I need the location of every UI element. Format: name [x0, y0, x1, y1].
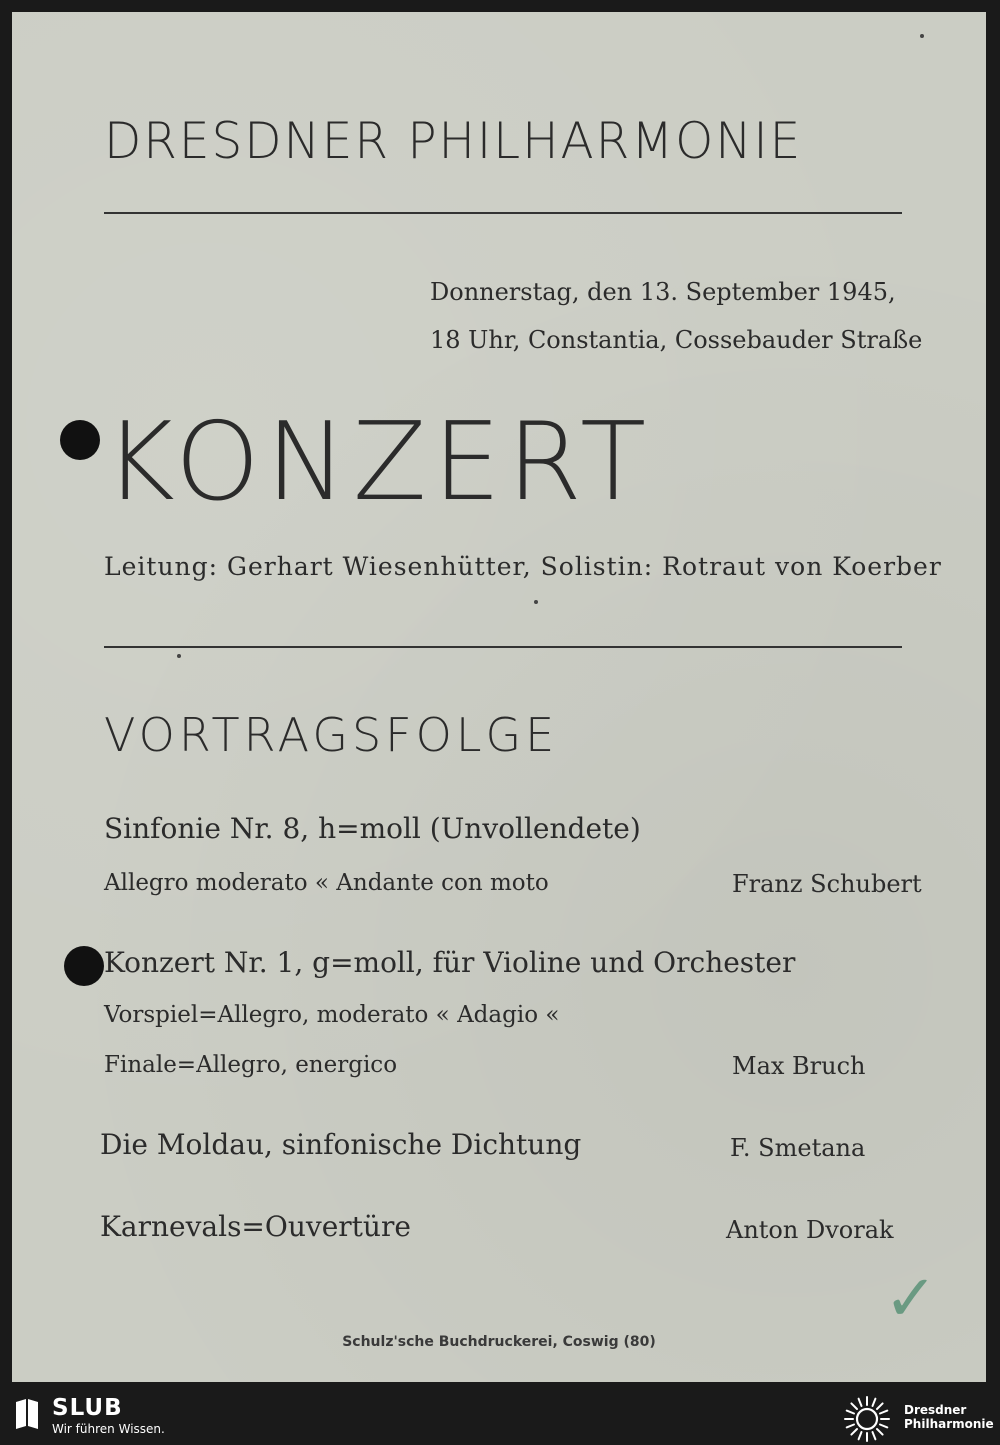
program-heading: VORTRAGSFOLGE [104, 708, 559, 762]
orchestra-title: DRESDNER PHILHARMONIE [104, 112, 803, 170]
paper-speck [920, 34, 924, 38]
sunburst-logo-icon [842, 1394, 892, 1444]
top-divider [104, 212, 902, 214]
work-title-bruch: Konzert Nr. 1, g=moll, für Violine und Orchester [104, 946, 796, 979]
printer-imprint: Schulz'sche Buchdruckerei, Coswig (80) [342, 1334, 656, 1350]
partner-name [904, 1403, 994, 1431]
work-title-smetana: Die Moldau, sinfonische Dichtung [100, 1128, 582, 1161]
viewer-footer [0, 1392, 1000, 1445]
concert-heading: KONZERT [104, 400, 653, 525]
slub-book-icon [14, 1398, 40, 1430]
paper-speck [534, 600, 538, 604]
work-movements-schubert: Allegro moderato « Andante con moto [104, 870, 549, 896]
work-title-dvorak: Karnevals=Ouvertüre [100, 1210, 411, 1243]
work-title-schubert: Sinfonie Nr. 8, h=moll (Unvollendete) [104, 812, 641, 845]
composer-schubert: Franz Schubert [732, 870, 922, 898]
punch-hole-bottom [64, 946, 104, 986]
library-tagline: Wir führen Wissen. [52, 1422, 165, 1436]
partner-name-line1: Dresdner [904, 1403, 967, 1417]
checkmark-icon: ✓ [884, 1262, 938, 1336]
composer-dvorak: Anton Dvorak [726, 1216, 894, 1244]
work-movements-bruch-2: Finale=Allegro, energico [104, 1052, 398, 1078]
program-sheet [12, 12, 986, 1382]
partner-name-line2: Philharmonie [904, 1417, 994, 1431]
library-name: SLUB [52, 1395, 123, 1421]
event-date: Donnerstag, den 13. September 1945, [430, 278, 896, 306]
paper-speck [177, 654, 181, 658]
middle-divider [104, 646, 902, 648]
work-movements-bruch-1: Vorspiel=Allegro, moderato « Adagio « [104, 1002, 560, 1028]
composer-bruch: Max Bruch [732, 1052, 866, 1080]
composer-smetana: F. Smetana [730, 1134, 866, 1162]
event-place: 18 Uhr, Constantia, Cossebauder Straße [430, 326, 923, 354]
punch-hole-top [60, 420, 100, 460]
conductor-soloist-line: Leitung: Gerhart Wiesenhütter, Solistin: Rotraut von Koerber [104, 552, 942, 581]
